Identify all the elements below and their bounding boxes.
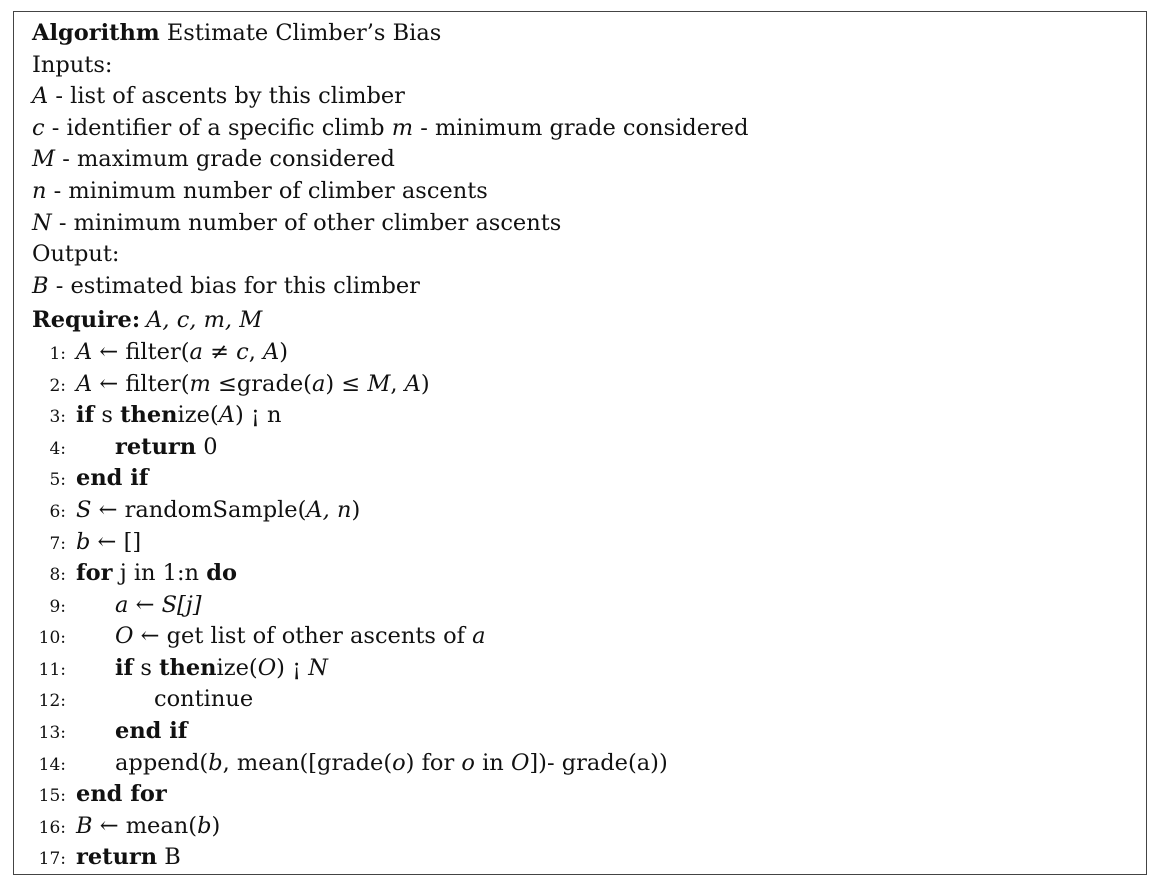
step-4 [32, 432, 1146, 464]
keyword: return [115, 433, 197, 460]
line-number: 7: [49, 533, 66, 554]
keyword: end for [76, 781, 167, 808]
arrow: ← [91, 496, 125, 523]
algorithm-title [32, 18, 1146, 50]
line-number: 15: [38, 786, 66, 807]
keyword: for [76, 560, 113, 587]
input-item-c [32, 113, 1146, 145]
input-var: A [32, 83, 49, 110]
inputs-label: Inputs: [32, 51, 113, 78]
code-text: , [248, 338, 264, 365]
require-keyword: Require: [32, 307, 141, 334]
line-number: 5: [49, 470, 66, 491]
arrow: ← [133, 623, 167, 650]
input-var: m [391, 114, 414, 141]
step-11 [32, 653, 1146, 685]
step-16 [32, 811, 1146, 843]
code-var: A [76, 338, 93, 365]
arrow: ← [128, 591, 162, 618]
keyword: then [120, 402, 178, 429]
keyword: if [76, 402, 95, 429]
step-6 [32, 495, 1146, 527]
step-15 [32, 779, 1146, 811]
code-text: j in 1:n [112, 560, 207, 587]
code-text: randomSample( [124, 496, 307, 523]
step-5 [32, 463, 1146, 495]
code-text: append( [115, 749, 209, 776]
line-number: 6: [49, 501, 66, 522]
code-text: ) ¡ n [234, 402, 282, 429]
step-10 [32, 621, 1146, 653]
output-label: Output: [32, 241, 120, 268]
code-text: ≤grade( [210, 370, 312, 397]
code-text: ) ≤ [325, 370, 368, 397]
code-var: b [197, 812, 212, 839]
line-number: 1: [49, 343, 66, 364]
code-text: ) [211, 812, 221, 839]
line-number: 16: [38, 817, 66, 838]
arrow: ← [92, 370, 126, 397]
step-17 [32, 842, 1146, 874]
code-text: filter( [125, 370, 190, 397]
line-number: 8: [49, 565, 66, 586]
step-3 [32, 400, 1146, 432]
code-var: A, n [306, 496, 352, 523]
code-text: mean( [125, 812, 198, 839]
step-12 [32, 684, 1146, 716]
code-var: S [76, 496, 92, 523]
arrow: ← [90, 528, 124, 555]
line-number: 12: [38, 691, 66, 712]
code-text: s [133, 654, 160, 681]
input-item-N [32, 208, 1146, 240]
code-var: O [510, 749, 530, 776]
keyword: then [159, 654, 217, 681]
input-desc: - minimum number of climber ascents [46, 177, 488, 204]
input-desc: - identifier of a specific climb [44, 114, 392, 141]
line-number: 14: [38, 754, 66, 775]
code-text: ) [420, 370, 430, 397]
keyword: if [115, 654, 134, 681]
step-1 [32, 337, 1146, 369]
code-text: ])- grade(a)) [529, 749, 668, 776]
code-var: a [472, 623, 486, 650]
input-var: n [32, 177, 47, 204]
code-var: m [189, 370, 211, 397]
algorithm-name: Estimate Climber’s Bias [166, 20, 442, 46]
step-9 [32, 590, 1146, 622]
output-var: B [32, 272, 49, 299]
input-item-A [32, 81, 1146, 113]
code-var: A [218, 402, 235, 429]
code-text: 0 [196, 433, 218, 460]
code-var: O [257, 654, 277, 681]
code-var: M [367, 370, 391, 397]
line-number: 4: [49, 438, 66, 459]
code-text: ) [351, 496, 361, 523]
input-var: M [32, 146, 56, 173]
input-var: N [32, 209, 52, 236]
code-var: A [76, 370, 93, 397]
code-text: filter( [125, 338, 190, 365]
code-var: [j] [177, 591, 202, 618]
line-number: 9: [49, 596, 66, 617]
step-14 [32, 748, 1146, 780]
code-text: continue [154, 686, 254, 713]
code-text: [] [123, 528, 142, 555]
require-args: A, c, m, M [146, 307, 263, 334]
line-number: 2: [49, 375, 66, 396]
code-text: ) for [405, 749, 462, 776]
code-var: a ≠ c [189, 338, 249, 365]
code-var: a [311, 370, 326, 397]
input-desc: - maximum grade considered [55, 146, 395, 173]
input-desc: - list of ascents by this climber [48, 83, 405, 110]
step-8 [32, 558, 1146, 590]
code-text: B [157, 844, 181, 871]
code-text: in [474, 749, 511, 776]
keyword: return [76, 844, 158, 871]
code-var: o [392, 749, 406, 776]
arrow: ← [92, 338, 126, 365]
code-text: get list of other ascents of [166, 623, 473, 650]
step-2 [32, 369, 1146, 401]
output-desc: - estimated bias for this climber [48, 272, 420, 299]
step-7 [32, 527, 1146, 559]
code-var: A [404, 370, 421, 397]
step-13 [32, 716, 1146, 748]
line-number: 13: [38, 723, 66, 744]
code-var: N [308, 654, 328, 681]
line-number: 17: [38, 849, 66, 870]
code-text: ize( [177, 402, 219, 429]
code-text: ize( [216, 654, 258, 681]
code-var: S [161, 591, 178, 618]
code-var: o [461, 749, 475, 776]
code-var: O [115, 623, 134, 650]
line-number: 11: [38, 659, 66, 680]
input-desc: - minimum grade considered [413, 114, 749, 141]
line-number: 3: [49, 407, 66, 428]
keyword: end if [76, 465, 149, 492]
code-var: A [263, 338, 280, 365]
algorithm-box [13, 11, 1147, 875]
input-var: c [32, 114, 45, 141]
code-text: ) [279, 338, 289, 365]
line-number: 10: [38, 628, 66, 649]
algorithm-keyword: Algorithm [32, 20, 160, 46]
code-var: b [76, 528, 91, 555]
code-text: ) ¡ [276, 654, 309, 681]
code-text: , mean([grade( [222, 749, 393, 776]
keyword: end if [115, 718, 188, 745]
input-item-n [32, 176, 1146, 208]
code-var: B [76, 812, 93, 839]
require-line [32, 305, 1146, 337]
output-item-B [32, 271, 1146, 303]
arrow: ← [92, 812, 126, 839]
keyword: do [206, 560, 237, 587]
input-desc: - minimum number of other climber ascents [51, 209, 562, 236]
code-text: s [94, 402, 121, 429]
code-text: , [390, 370, 405, 397]
code-var: b [208, 749, 223, 776]
code-var: a [115, 591, 129, 618]
input-item-M [32, 144, 1146, 176]
